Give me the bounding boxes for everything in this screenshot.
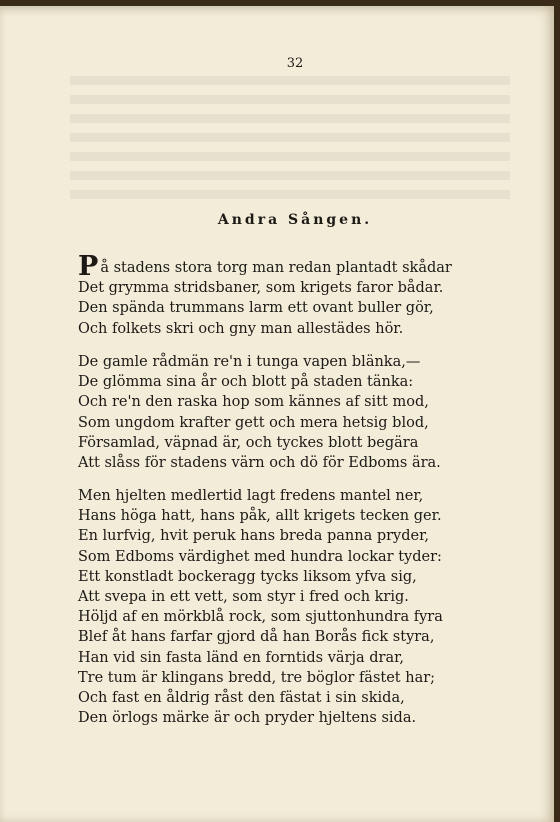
verse-line: Blef åt hans farfar gjord då han Borås fick styra, <box>78 629 435 646</box>
stanza-3 <box>78 486 478 728</box>
verse-line: Det grymma stridsbaner, som krigets faror bådar. <box>78 280 444 297</box>
verse-line: På stadens stora torg man redan plantadt skådar <box>78 251 452 282</box>
verse-line: Men hjelten medlertid lagt fredens mantel ner, <box>78 488 424 504</box>
stanza-1 <box>78 251 478 339</box>
verse-line: Och fast en åldrig råst den fästat i sin skida, <box>78 690 405 707</box>
verse-line: De glömma sina år och blott på staden tänka: <box>78 374 414 391</box>
verse-line: Ett konstladt bockeragg tycks liksom yfva sig, <box>78 568 417 585</box>
verse-line: Och re'n den raska hop som kännes af sitt mod, <box>78 394 429 411</box>
verse-line: Den spända trummans larm ett ovant buller gör, <box>78 300 434 317</box>
verse-line: Som Edboms värdighet med hundra lockar tyder: <box>78 548 442 565</box>
verse-line: En lurfvig, hvit peruk hans breda panna pryder, <box>78 528 430 545</box>
verse-line: Som ungdom krafter gett och mera hetsig blod, <box>78 414 429 431</box>
verse-line: De gamle rådmän re'n i tunga vapen blänka,— <box>78 354 421 370</box>
verse-line: Församlad, väpnad är, och tyckes blott begära <box>78 434 419 451</box>
stanza-2 <box>78 352 478 473</box>
drop-cap: P <box>78 251 99 282</box>
verse-line: Hans höga hatt, hans påk, allt krigets tecken ger. <box>78 508 442 525</box>
verse-line: Att slåss för stadens värn och dö för Edboms ära. <box>78 455 441 472</box>
page-number: 32 <box>286 56 304 71</box>
bleed-through-text <box>70 76 510 206</box>
book-page <box>0 6 554 822</box>
verse-line: Tre tum är klingans bredd, tre böglor fästet har; <box>78 669 436 686</box>
verse-line: Höljd af en mörkblå rock, som sjuttonhundra fyra <box>78 609 443 626</box>
canto-title: Andra Sången. <box>217 212 373 228</box>
verse-line: Han vid sin fasta länd en forntids värja drar, <box>78 649 405 666</box>
verse-line: Den örlogs märke är och pryder hjeltens sida. <box>78 710 417 727</box>
verse-line: Och folkets skri och gny man allestädes hör. <box>78 320 404 337</box>
verse-line: Att svepa in ett vett, som styr i fred och krig. <box>78 589 409 606</box>
